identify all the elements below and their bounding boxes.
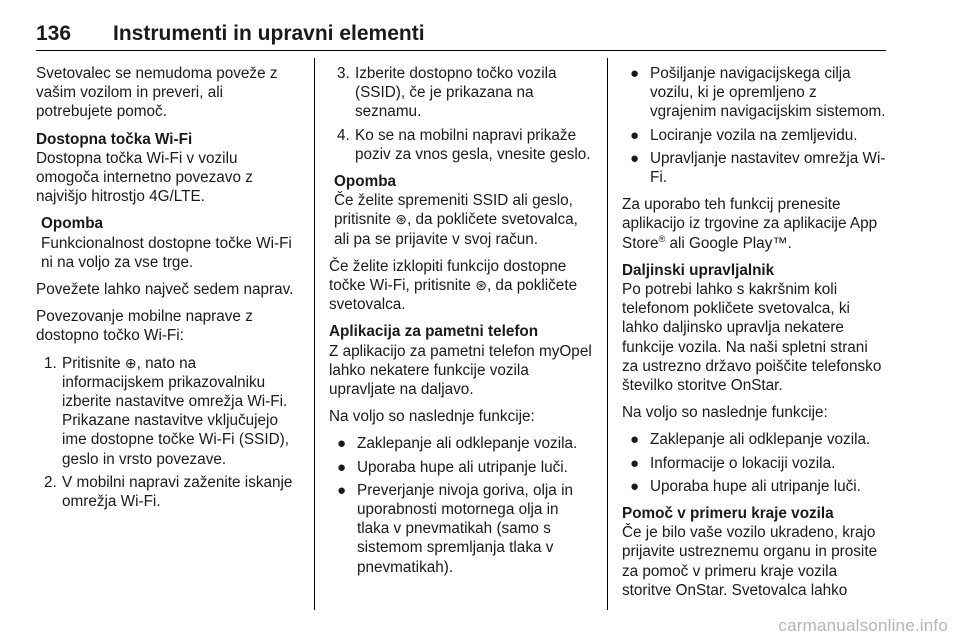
onstar-icon: ⊛	[475, 277, 487, 294]
connect-mobile-paragraph: Povezovanje mobilne naprave z dostopno točko Wi-Fi:	[36, 308, 253, 345]
remote-heading: Daljinski upravljalnik	[622, 261, 775, 279]
list-item	[622, 149, 887, 187]
remote-functions-list	[622, 430, 887, 496]
step-text: V mobilni napravi zaženite iskanje omrežja Wi-Fi.	[62, 473, 293, 511]
list-item	[622, 64, 887, 122]
bullet-icon: ●	[337, 435, 347, 453]
app-functions-list-cont	[622, 64, 887, 187]
list-item-text: Informacije o lokaciji vozila.	[650, 454, 836, 472]
step-text: Izberite dostopno točko vozila (SSID), če je prikazana na seznamu.	[355, 65, 557, 121]
list-item-text: Zaklepanje ali odklepanje vozila.	[650, 431, 871, 449]
page-header	[36, 22, 886, 52]
steps-list	[36, 354, 301, 512]
onstar-icon: ⊛	[395, 211, 407, 228]
bullet-icon: ●	[630, 149, 640, 167]
list-item-text: Uporaba hupe ali utripanje luči.	[650, 477, 861, 495]
step-text: , nato na informacijskem prikazovalniku izberite nastavitve omrežja Wi-Fi. Prikazane nastavitve vključujejo ime dostopne točke Wi-Fi (SSID), geslo in vrsto povezave.	[62, 354, 289, 468]
step-text: Pritisnite	[62, 354, 125, 372]
header-divider	[36, 50, 886, 51]
note-label: Opomba	[334, 173, 397, 191]
column-3	[622, 64, 887, 608]
bullet-icon: ●	[630, 431, 640, 449]
page-title: Instrumenti in upravni elementi	[113, 22, 425, 45]
bullet-icon: ●	[337, 481, 347, 499]
list-item-text: Upravljanje nastavitev omrežja Wi-Fi.	[650, 149, 886, 187]
bullet-icon: ●	[630, 65, 640, 82]
wifi-heading: Dostopna točka Wi-Fi	[36, 130, 193, 148]
list-item-text: Zaklepanje ali odklepanje vozila.	[357, 435, 578, 453]
list-item	[329, 126, 594, 164]
bullet-icon: ●	[337, 458, 347, 476]
bullet-icon: ●	[630, 126, 640, 144]
list-item	[329, 458, 594, 477]
ssid-note	[329, 172, 594, 249]
list-item-text: Uporaba hupe ali utripanje luči.	[357, 458, 568, 476]
step-number: 1.	[44, 354, 57, 372]
column-divider-2	[607, 58, 608, 610]
disable-paragraph	[329, 257, 594, 315]
list-item	[329, 481, 594, 577]
paragraph-text: , da pokličete svetovalca.	[329, 277, 578, 314]
step-number: 2.	[44, 473, 57, 491]
intro-paragraph: Svetovalec se nemudoma poveže z vašim vozilom in preveri, ali potrebujete pomoč.	[36, 65, 278, 121]
note-label: Opomba	[41, 215, 104, 233]
registered-mark: ®	[658, 233, 666, 244]
functions-intro: Na voljo so naslednje funkcije:	[329, 408, 535, 426]
remote-intro: Na voljo so naslednje funkcije:	[622, 404, 828, 422]
note-text: , da pokličete svetovalca, ali pa se prijavite v svoj račun.	[334, 211, 578, 248]
column-2	[329, 64, 594, 585]
list-item	[622, 430, 887, 449]
download-paragraph	[622, 195, 887, 253]
list-item	[329, 64, 594, 122]
list-item-text: Preverjanje nivoja goriva, olja in uporabnosti motornega olja in tlaka v pnevmatikah (samo s sistemom spremljanja tlaka v pnevmatikah).	[357, 481, 573, 576]
app-heading: Aplikacija za pametni telefon	[329, 323, 539, 341]
app-functions-list	[329, 434, 594, 576]
steps-list-cont	[329, 64, 594, 164]
bullet-icon: ●	[630, 454, 640, 472]
paragraph-text: ali Google Play™.	[665, 234, 792, 252]
note-text: Če želite spremeniti SSID ali geslo, pritisnite	[334, 192, 573, 229]
page-number: 136	[36, 22, 72, 45]
step-number: 3.	[337, 65, 350, 82]
step-number: 4.	[337, 126, 350, 144]
paragraph-text: Če želite izklopiti funkcijo dostopne točke Wi-Fi, pritisnite	[329, 257, 567, 295]
bullet-icon: ●	[630, 477, 640, 495]
wifi-note	[36, 214, 301, 272]
watermark: carmanualsonline.info	[778, 616, 948, 635]
paragraph-text: Za uporabo teh funkcij prenesite aplikacijo iz trgovine za aplikacije App Store	[622, 196, 878, 252]
list-item	[622, 454, 887, 473]
list-item	[622, 126, 887, 145]
list-item	[622, 477, 887, 496]
phone-icon: ⊕	[124, 354, 137, 371]
list-item	[36, 473, 301, 511]
step-text: Ko se na mobilni napravi prikaže poziv za vnos gesla, vnesite geslo.	[355, 126, 591, 163]
list-item	[329, 434, 594, 453]
column-divider-1	[314, 58, 315, 610]
theft-heading: Pomoč v primeru kraje vozila	[622, 505, 834, 523]
list-item	[36, 354, 301, 469]
wifi-paragraph: Dostopna točka Wi-Fi v vozilu omogoča internetno povezavo z najvišjo hitrostjo 4G/LTE.	[36, 149, 253, 206]
column-1	[36, 64, 301, 519]
connect-devices-paragraph: Povežete lahko največ sedem naprav.	[36, 281, 294, 299]
note-text: Funkcionalnost dostopne točke Wi-Fi ni na voljo za vse trge.	[41, 234, 292, 271]
remote-paragraph: Po potrebi lahko s kakršnim koli telefonom pokličete svetovalca, ki lahko daljinsko upravlja nekatere funkcije vozila. Na naši spletni strani za ustrezno državo poiščite telefonsko številko storitve OnStar.	[622, 281, 882, 395]
theft-paragraph: Če je bilo vaše vozilo ukradeno, krajo prijavite ustreznemu organu in prosite za pomoč v primeru kraje vozila storitve OnStar. Svetovalca lahko	[622, 524, 878, 599]
app-paragraph: Z aplikacijo za pametni telefon myOpel lahko nekatere funkcije vozila upravljate na daljavo.	[329, 342, 592, 399]
list-item-text: Lociranje vozila na zemljevidu.	[650, 126, 858, 144]
list-item-text: Pošiljanje navigacijskega cilja vozilu, ki je opremljeno z vgrajenim navigacijskim sistemom.	[650, 65, 886, 121]
